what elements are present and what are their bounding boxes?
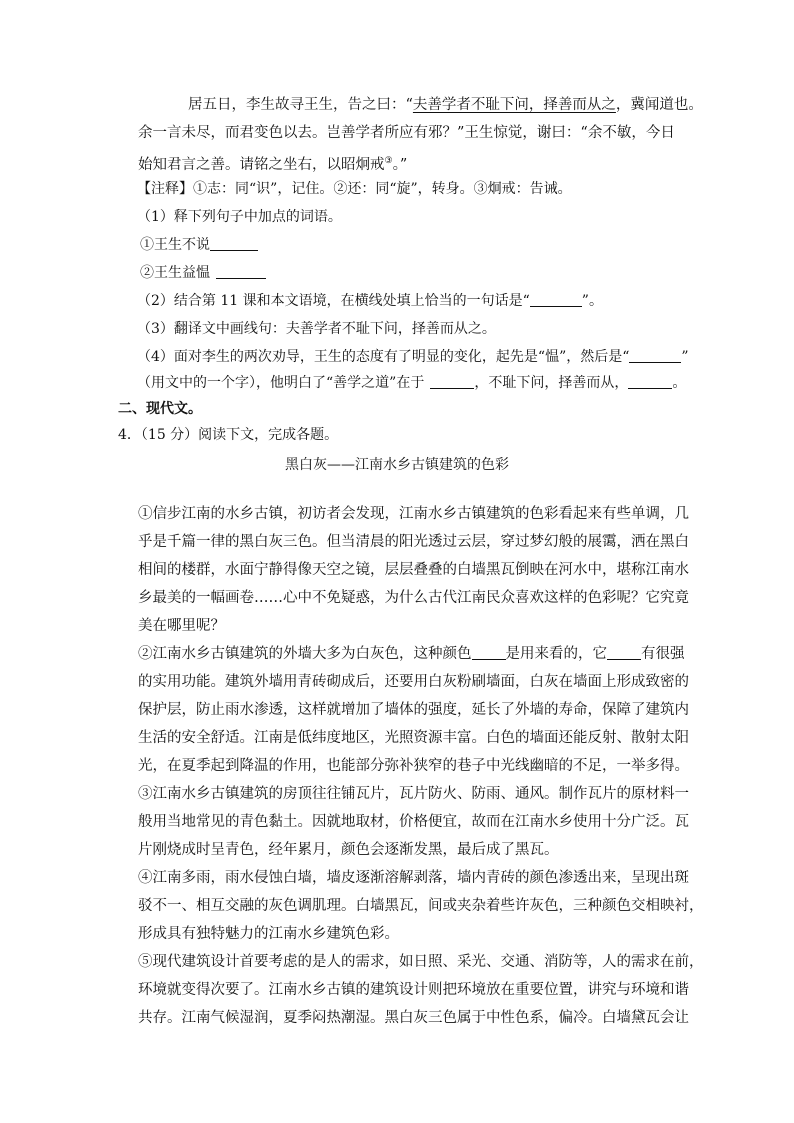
question-4-cont: （用文中的一个字），他明白了“善学之道”在于 ，不耻下问，择善而从， 。 [137, 375, 687, 391]
answer-blank[interactable] [210, 236, 258, 251]
answer-blank[interactable] [430, 374, 474, 389]
article-line: 乎是千篇一律的黑白灰三色。但当清晨的阳光透过云层，穿过梦幻般的展霭，洒在黑白 [138, 534, 689, 550]
answer-blank[interactable] [472, 645, 506, 660]
article-line: 般用当地常见的青色黏土。因就地取材，价格便宜，故而在江南水乡使用十分广泛。瓦 [138, 814, 689, 830]
answer-blank[interactable] [607, 645, 641, 660]
article-line: ③江南水乡古镇建筑的房顶往往铺瓦片，瓦片防火、防雨、通风。制作瓦片的原材料一 [138, 786, 689, 802]
answer-blank[interactable] [530, 292, 582, 307]
underlined-sentence: 夫善学者不耻下问，择善而从之 [412, 97, 616, 113]
article-line: ②江南水乡古镇建筑的外墙大多为白灰色，这种颜色 是用来看的，它 有很强 [138, 646, 685, 662]
article-line: 光，在夏季起到降温的作用，也能部分弥补狭窄的巷子中光线幽暗的不足，一举多得。 [138, 758, 689, 774]
classical-line-1: 居五日，李生故寻王生，告之曰：“夫善学者不耻下问，择善而从之，冀闻道也。 [188, 97, 703, 113]
question-1: （1）释下列句子中加点的词语。 [137, 209, 342, 225]
article-line: 生活的安全舒适。江南是低纬度地区，光照资源丰富。白色的墙面还能反射、散射太阳 [138, 730, 689, 746]
article-line: 片刚烧成时呈青色，经年累月，颜色会逐渐发黑，最后成了黑瓦。 [138, 842, 559, 858]
question-2: （2）结合第 11 课和本文语境，在横线处填上恰当的一句话是“ ”。 [137, 293, 603, 309]
article-line: 乡最美的一幅画卷……心中不免疑惑，为什么古代江南民众喜欢这样的色彩呢？它究竟 [138, 590, 689, 606]
classical-line-3: 始知君言之善。请铭之坐右，以昭炯戒③。” [138, 156, 408, 173]
article-line: 驳不一、相互交融的灰色调肌理。白墙黑瓦，间或夹杂着些许灰色，三种颜色交相映衬， [138, 898, 704, 914]
answer-blank[interactable] [628, 374, 672, 389]
question-3: （3）翻译文中画线句：夫善学者不耻下问，择善而从之。 [137, 321, 496, 337]
article-line: 形成具有独特魅力的江南水乡建筑色彩。 [138, 926, 399, 942]
question-4: （4）面对李生的两次劝导，王生的态度有了明显的变化，起先是“愠”，然后是“ ” [137, 349, 689, 365]
section-heading: 二、现代文。 [118, 401, 202, 417]
annotation-note: 【注释】①志：同“识”，记住。②还：同“旋”，转身。③炯戒：告诫。 [137, 181, 572, 197]
question-4-intro: 4．（15 分）阅读下文，完成各题。 [118, 427, 339, 443]
article-line: 相间的楼群，水面宁静得像天空之镜，层层叠叠的白墙黑瓦倒映在河水中，堪称江南水 [138, 562, 689, 578]
article-line: 共存。江南气候湿润，夏季闷热潮湿。黑白灰三色属于中性色系，偏冷。白墙黛瓦会让 [138, 1010, 689, 1026]
article-line: 环境就变得次要了。江南水乡古镇的建筑设计则把环境放在重要位置，讲究与环境和谐 [138, 982, 689, 998]
question-1a: ①王生不说 [140, 233, 258, 257]
article-line: ⑤现代建筑设计首要考虑的是人的需求，如日照、采光、交通、消防等，人的需求在前， [138, 954, 704, 970]
article-line: ①信步江南的水乡古镇，初访者会发现，江南水乡古镇建筑的色彩看起来有些单调，几 [138, 506, 689, 522]
article-line: 保护层，防止雨水渗透，这样就增加了墙体的强度，延长了外墙的寿命，保障了建筑内 [138, 702, 689, 718]
footnote-mark: ③ [384, 156, 393, 166]
question-1b: ②王生益愠 [140, 261, 266, 285]
article-line: ④江南多雨，雨水侵蚀白墙，墙皮逐渐溶解剥落，墙内青砖的颜色渗透出来，呈现出斑 [138, 870, 689, 886]
article-title: 黑白灰——江南水乡古镇建筑的色彩 [285, 457, 509, 473]
answer-blank[interactable] [629, 348, 681, 363]
classical-line-2: 余一言未尽，而君变色以去。岂善学者所应有邪？”王生惊觉，谢曰：“余不敏，今日 [138, 125, 675, 141]
article-line: 的实用功能。建筑外墙用青砖砌成后，还要用白灰粉刷墙面，白灰在墙面上形成致密的 [138, 674, 689, 690]
article-line: 美在哪里呢？ [138, 618, 225, 634]
answer-blank[interactable] [216, 264, 266, 279]
